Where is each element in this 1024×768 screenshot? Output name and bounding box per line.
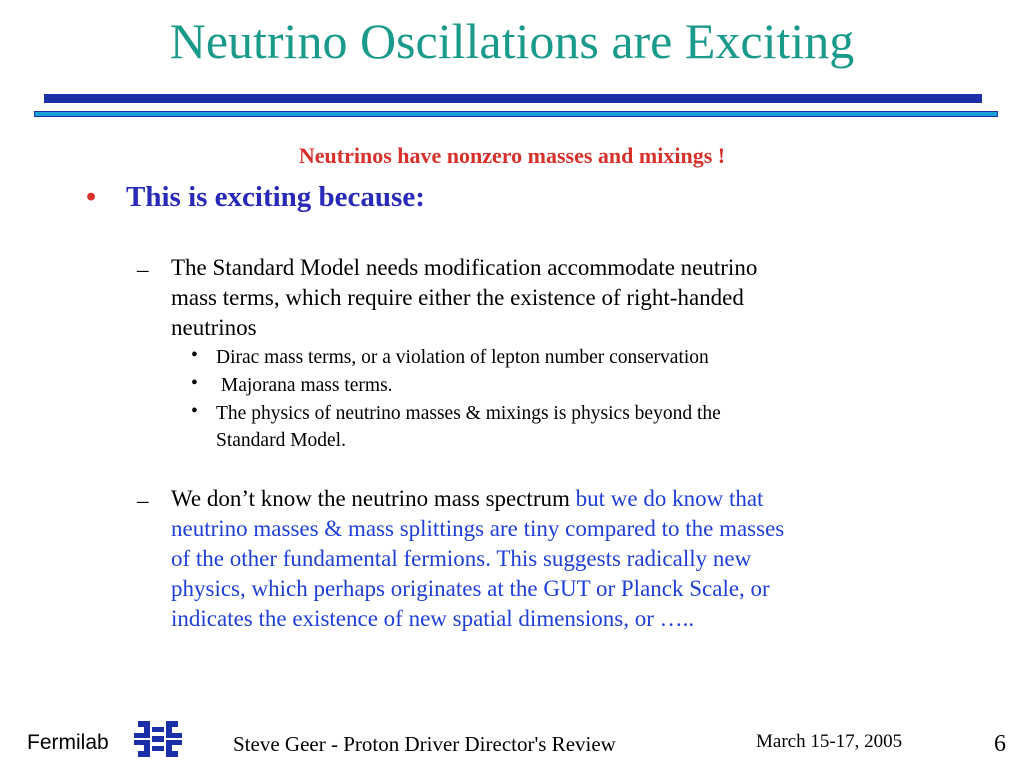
bullet-marker: • [86, 181, 97, 213]
sub-bullet-3-line: The physics of neutrino masses & mixings is physics beyond the [216, 403, 721, 424]
page-number: 6 [994, 731, 1006, 757]
slide-subtitle: Neutrinos have nonzero masses and mixings ! [298, 143, 726, 168]
footer-brand: Fermilab [27, 731, 109, 754]
point-2-line: of the other fundamental fermions. This suggests radically new [171, 546, 752, 571]
title-rule-light [34, 111, 998, 117]
point-2-line-1 [171, 484, 1001, 514]
point-1-text [171, 253, 991, 343]
point-2-lead: We don’t know the neutrino mass spectrum [171, 486, 576, 511]
point-2-text [171, 484, 1001, 634]
sub-bullet-marker: • [191, 401, 198, 422]
sub-bullet-marker: • [191, 345, 198, 366]
title-rule-dark [44, 94, 982, 103]
slide-title: Neutrino Oscillations are Exciting [169, 13, 855, 69]
dash-marker: – [137, 488, 149, 513]
main-bullet-text: This is exciting because: [126, 181, 425, 213]
point-2-line: indicates the existence of new spatial dimensions, or ….. [171, 606, 695, 631]
footer-presenter: Steve Geer - Proton Driver Director's Review [233, 732, 616, 756]
point-2-line: neutrino masses & mass splittings are tiny compared to the masses [171, 516, 785, 541]
sub-bullet-marker: • [191, 373, 198, 394]
point-1-line: neutrinos [171, 315, 257, 340]
fermilab-logo-icon [134, 717, 182, 761]
point-2-highlight: but we do know that [575, 486, 764, 511]
point-1-line: The Standard Model needs modification accommodate neutrino [171, 255, 758, 280]
dash-marker: – [137, 257, 149, 282]
sub-bullet-3 [216, 400, 721, 454]
footer-date: March 15-17, 2005 [756, 731, 903, 752]
sub-bullet-2: Majorana mass terms. [216, 375, 393, 396]
point-1-line: mass terms, which require either the existence of right-handed [171, 285, 744, 310]
point-2-line: physics, which perhaps originates at the GUT or Planck Scale, or [171, 576, 770, 601]
sub-bullet-3-line: Standard Model. [216, 430, 346, 451]
sub-bullet-1: Dirac mass terms, or a violation of lepton number conservation [216, 347, 709, 368]
